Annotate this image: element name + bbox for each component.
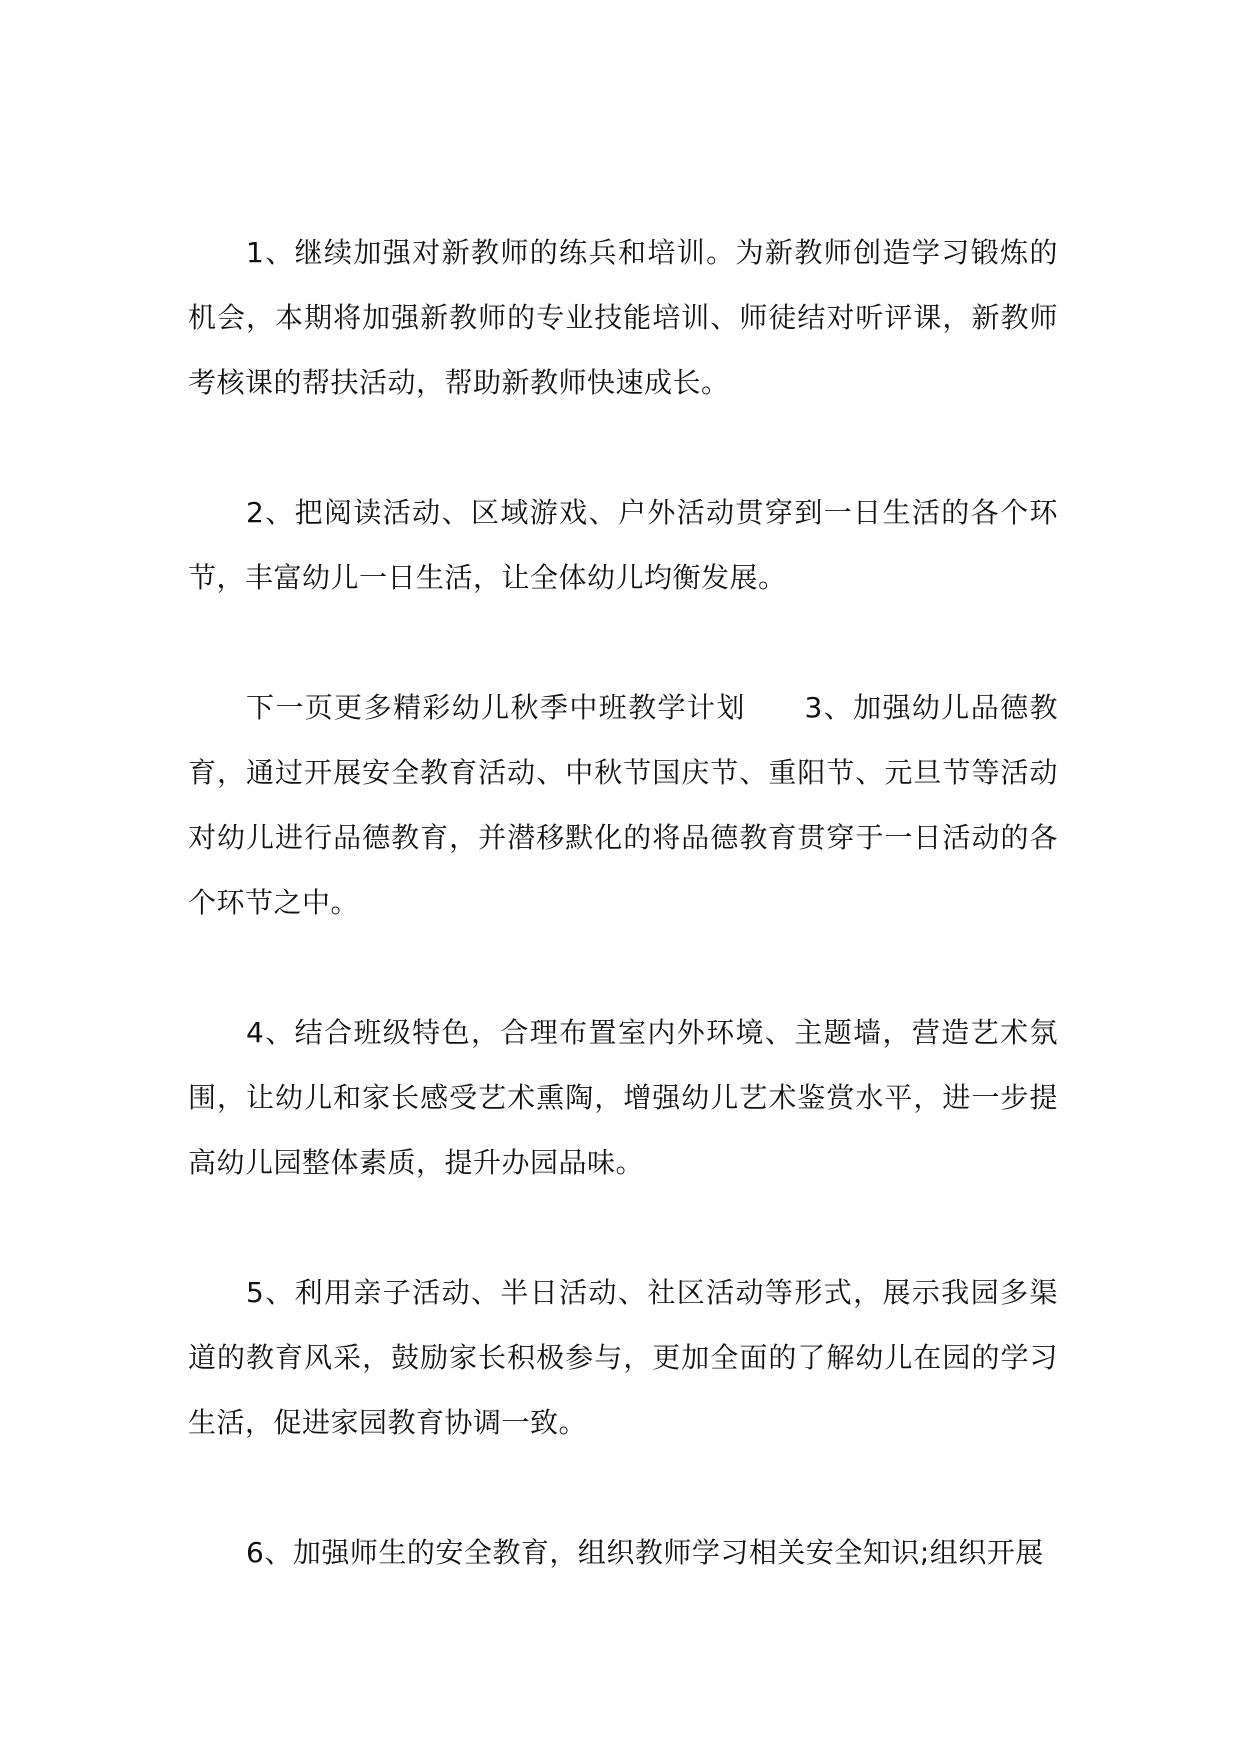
paragraph-4: 4、结合班级特色，合理布置室内外环境、主题墙，营造艺术氛围，让幼儿和家长感受艺术熏陶，增强幼儿艺术鉴赏水平，进一步提高幼儿园整体素质，提升办园品味。 <box>188 1016 1058 1179</box>
paragraph-2: 2、把阅读活动、区域游戏、户外活动贯穿到一日生活的各个环节，丰富幼儿一日生活，让全体幼儿均衡发展。 <box>188 496 1058 594</box>
document-body <box>188 220 1058 1585</box>
paragraph-5: 5、利用亲子活动、半日活动、社区活动等形式，展示我园多渠道的教育风采，鼓励家长积极参与，更加全面的了解幼儿在园的学习生活，促进家园教育协调一致。 <box>188 1276 1058 1439</box>
paragraph-6: 6、加强师生的安全教育，组织教师学习相关安全知识;组织开展 <box>246 1536 1044 1569</box>
paragraph-3: 下一页更多精彩幼儿秋季中班教学计划 3、加强幼儿品德教育，通过开展安全教育活动、中秋节国庆节、重阳节、元旦节等活动对幼儿进行品德教育，并潜移默化的将品德教育贯穿于一日活动的各个环节之中。 <box>188 691 1058 919</box>
paragraph-1: 1、继续加强对新教师的练兵和培训。为新教师创造学习锻炼的机会，本期将加强新教师的专业技能培训、师徒结对听评课，新教师考核课的帮扶活动，帮助新教师快速成长。 <box>188 236 1058 399</box>
